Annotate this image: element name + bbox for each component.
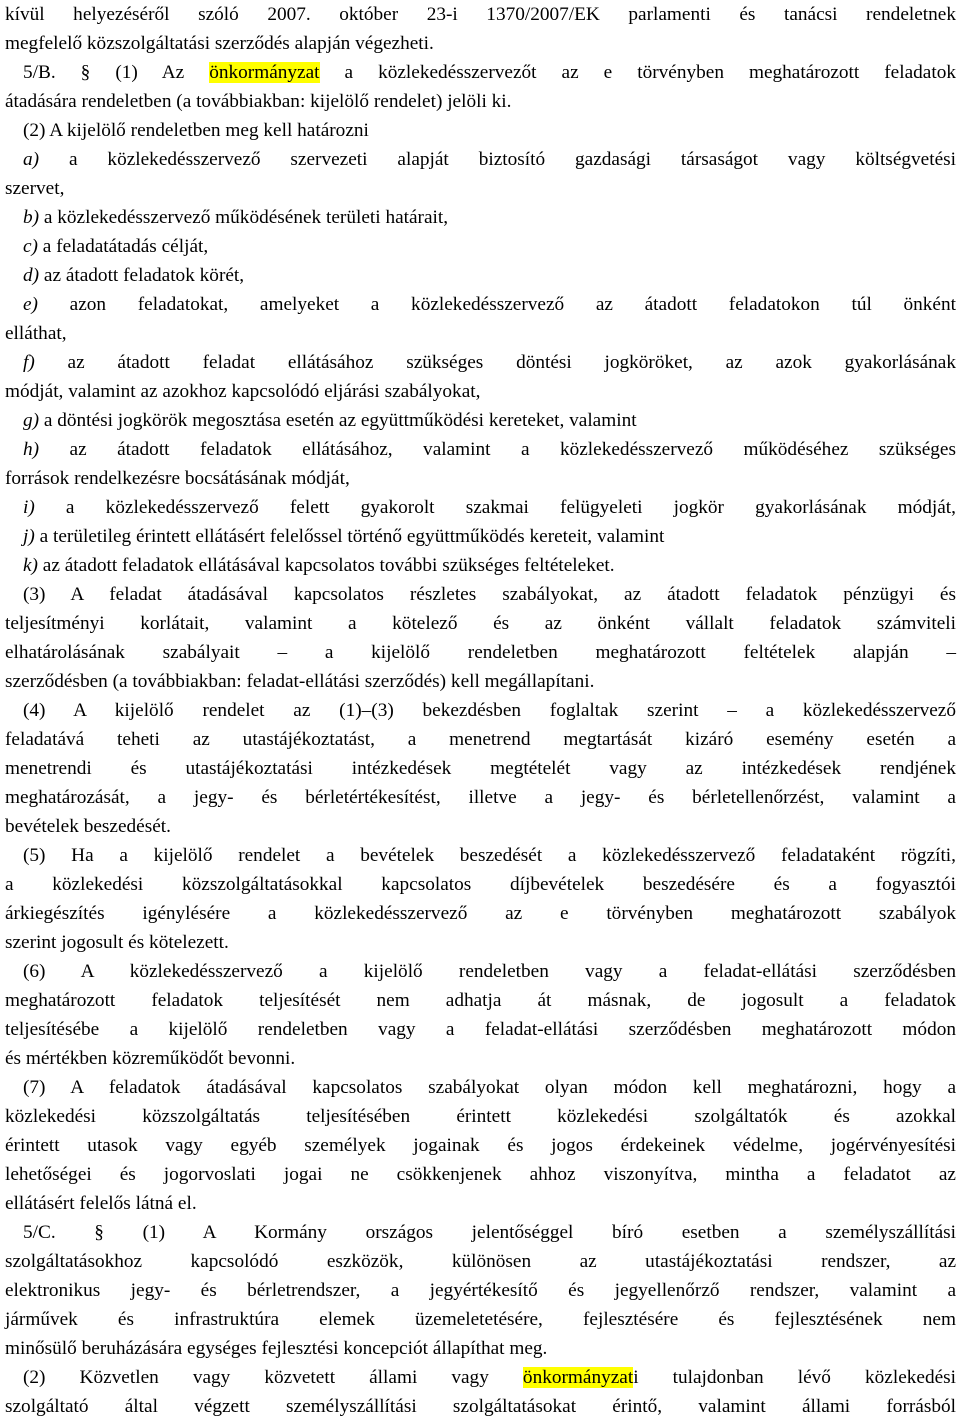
text-segment: közlekedési közszolgáltatás teljesítésében érintett közlekedési szolgáltatók és azokkal [5,1106,956,1127]
text-segment: (7) A feladatok átadásával kapcsolatos szabályokat olyan módon kell meghatározni, hogy a [23,1077,956,1098]
text-segment: a közlekedésszervező működésének területi határait, [39,207,449,228]
text-line [5,638,956,667]
text-segment: (6) A közlekedésszervező a kijelölő rendeletben vagy a feladat-ellátási szerződésben [23,961,956,982]
text-segment: a közlekedésszervező felett gyakorolt szakmai felügyeleti jogkör gyakorlásának módját, [34,497,956,518]
text-segment: minősülő beruházására egységes fejlesztési koncepciót állapíthat meg. [5,1338,548,1359]
text-line [5,493,956,522]
text-segment: elláthat, [5,323,67,344]
text-line [5,377,956,406]
text-line [5,174,956,203]
text-line [5,116,956,145]
text-segment: az átadott feladatok ellátásához, valamint a közlekedésszervező működéséhez szükséges [39,439,956,460]
text-line [5,783,956,812]
text-line [5,609,956,638]
text-segment: menetrendi és utastájékoztatási intézkedések megtételét vagy az intézkedések rendjének [5,758,956,779]
text-segment: szervet, [5,178,65,199]
text-line [5,1131,956,1160]
text-line [5,1044,956,1073]
text-line [5,580,956,609]
text-line [5,667,956,696]
text-segment: szerint jogosult és kötelezett. [5,932,229,953]
text-segment: járművek és infrastruktúra elemek üzemeletetésére, fejlesztésére és fejlesztésének nem [5,1309,956,1330]
text-line [5,232,956,261]
text-segment: ellátásért felelős látná el. [5,1193,197,1214]
text-line [5,1015,956,1044]
text-line [5,0,956,29]
text-segment: a közlekedési közszolgáltatásokkal kapcsolatos díjbevételek beszedésére és a fogyasztói [5,874,956,895]
text-segment: az átadott feladatok ellátásával kapcsolatos további szükséges feltételeket. [37,555,615,576]
text-line [5,986,956,1015]
text-segment: elhatárolásának szabályait – a kijelölő rendeletben meghatározott feltételek alapján – [5,642,956,663]
text-segment: az átadott feladatok körét, [39,265,245,286]
text-line [5,1392,956,1416]
text-line [5,812,956,841]
text-segment: i tulajdonban lévő közlekedési [633,1367,957,1388]
text-segment: azon feladatokat, amelyeket a közlekedésszervező az átadott feladatokon túl önként [37,294,956,315]
text-line [5,725,956,754]
text-line [5,696,956,725]
list-letter: c) [23,236,38,257]
text-segment: (5) Ha a kijelölő rendelet a bevételek beszedését a közlekedésszervező feladataként rögzíti, [23,845,956,866]
text-line [5,522,956,551]
list-letter: b) [23,207,40,228]
text-line [5,348,956,377]
text-segment: a közlekedésszervezőt az e törvényben meghatározott feladatok [319,62,956,83]
text-segment: kívül helyezéséről szóló 2007. október 23-i 1370/2007/EK parlamenti és tanácsi rendeletnek [5,4,956,25]
text-segment: átadására rendeletben (a továbbiakban: kijelölő rendelet) jelöli ki. [5,91,512,112]
text-segment: meghatározását, a jegy- és bérletértékesítést, illetve a jegy- és bérletellenőrzést, valamint a [5,787,956,808]
list-letter: g) [23,410,40,431]
text-line [5,319,956,348]
text-segment: a feladatátadás célját, [37,236,209,257]
text-segment: teljesítésébe a kijelölő rendeletben vagy a feladat-ellátási szerződésben meghatározott módon [5,1019,956,1040]
search-highlight: önkormányzat [522,1367,634,1388]
text-line [5,290,956,319]
text-line [5,1363,956,1392]
text-segment: feladatává teheti az utastájékoztatást, a menetrend megtartását kizáró esemény esetén a [5,729,956,750]
list-letter: j) [23,526,35,547]
text-segment: meghatározott feladatok teljesítését nem adhatja át másnak, de jogosult a feladatok [5,990,956,1011]
text-line [5,754,956,783]
text-line [5,1247,956,1276]
text-segment: lehetőségei és jogorvoslati jogai ne csökkenjenek ahhoz viszonyítva, mintha a feladatot az [5,1164,956,1185]
text-line [5,1334,956,1363]
text-line [5,870,956,899]
text-segment: teljesítményi korlátait, valamint a kötelező és az önként vállalt feladatok számviteli [5,613,956,634]
text-line [5,58,956,87]
text-line [5,1305,956,1334]
text-segment: szerződésben (a továbbiakban: feladat-ellátási szerződés) kell megállapítani. [5,671,595,692]
text-line [5,261,956,290]
text-line [5,1218,956,1247]
text-segment: a döntési jogkörök megosztása esetén az együttműködési kereteket, valamint [39,410,637,431]
text-segment: bevételek beszedését. [5,816,171,837]
text-line [5,1160,956,1189]
text-segment: (2) A kijelölő rendeletben meg kell határozni [23,120,369,141]
text-segment: a közlekedésszervező szervezeti alapját biztosító gazdasági társaságot vagy költségvetési [39,149,956,170]
list-letter: f) [23,352,35,373]
list-letter: a) [23,149,40,170]
text-line [5,145,956,174]
text-segment: források rendelkezésre bocsátásának módját, [5,468,350,489]
text-line [5,1189,956,1218]
text-line [5,406,956,435]
text-segment: megfelelő közszolgáltatási szerződés alapján végezheti. [5,33,434,54]
search-highlight: önkormányzat [209,62,320,83]
text-line [5,87,956,116]
text-line [5,1073,956,1102]
text-line [5,1276,956,1305]
list-letter: d) [23,265,40,286]
text-line [5,957,956,986]
text-line [5,203,956,232]
text-segment: (4) A kijelölő rendelet az (1)–(3) bekezdésben foglaltak szerint – a közlekedésszervező [23,700,956,721]
list-letter: e) [23,294,38,315]
text-line [5,435,956,464]
text-segment: és mértékben közreműködőt bevonni. [5,1048,296,1069]
text-segment: szolgáltató által végzett személyszállítási szolgáltatásokat érintő, valamint állami forrásból [5,1396,956,1416]
text-segment: a területileg érintett ellátásért felelőssel történő együttműködés kereteit, valamint [34,526,665,547]
text-segment: 5/B. § (1) Az [23,62,210,83]
text-segment: (2) Közvetlen vagy közvetett állami vagy [23,1367,523,1388]
text-line [5,899,956,928]
text-segment: (3) A feladat átadásával kapcsolatos részletes szabályokat, az átadott feladatok pénzügyi és [23,584,956,605]
text-segment: elektronikus jegy- és bérletrendszer, a jegyértékesítő és jegyellenőrző rendszer, valamint a [5,1280,956,1301]
text-segment: az átadott feladat ellátásához szükséges döntési jogköröket, az azok gyakorlásának [34,352,956,373]
text-segment: érintett utasok vagy egyéb személyek jogainak és jogos érdekeinek védelme, jogérvényesítési [5,1135,956,1156]
list-letter: i) [23,497,35,518]
text-segment: árkiegészítés igénylésére a közlekedésszervező az e törvényben meghatározott szabályok [5,903,956,924]
list-letter: h) [23,439,40,460]
text-line [5,928,956,957]
text-line [5,1102,956,1131]
text-line [5,464,956,493]
text-segment: módját, valamint az azokhoz kapcsolódó eljárási szabályokat, [5,381,481,402]
text-segment: 5/C. § (1) A Kormány országos jelentőséggel bíró esetben a személyszállítási [23,1222,956,1243]
list-letter: k) [23,555,38,576]
text-line [5,29,956,58]
text-line [5,841,956,870]
text-line [5,551,956,580]
text-segment: szolgáltatásokhoz kapcsolódó eszközök, különösen az utastájékoztatási rendszer, az [5,1251,956,1272]
